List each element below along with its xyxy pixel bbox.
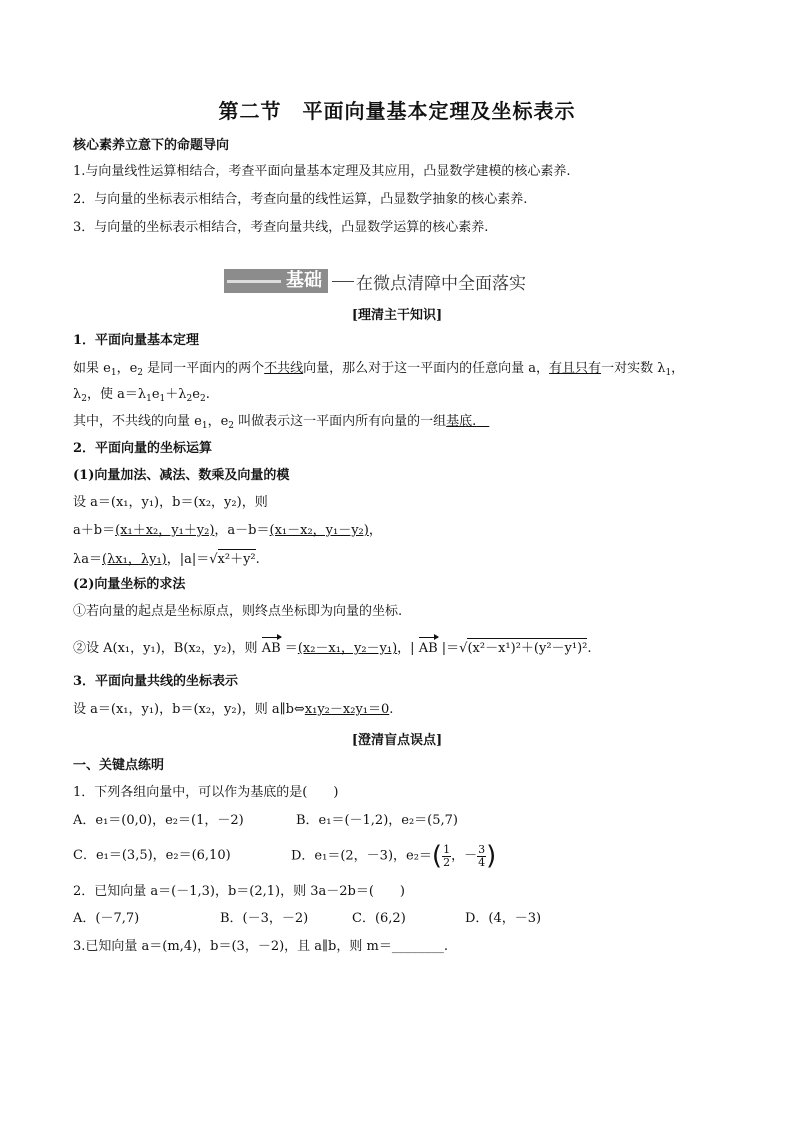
core-item-1: 1.与向量线性运算相结合，考查平面向量基本定理及其应用，凸显数学建模的核心素养. [73,164,571,179]
q1-option-b: B．e₁＝(－1,2)，e₂＝(5,7) [296,813,458,828]
q1-option-d: D．e₁＝(2，－3)，e₂＝( $\frac{1}{2}$ ，－ $\frac{3}{4}$ ) [291,841,497,871]
k1-line-1: 如果 $e_1$，$e_2$ 是同一平面内的两个不共线向量，那么对于这一平面内的任意向量 a，有且只有一对实数 $\lambda_1$， [73,361,685,378]
k2-mul-mod: λa＝(λx₁，λy₁)，|a|＝√x²＋y². [73,549,260,569]
k2-set: 设 a＝(x₁，y₁)，b＝(x₂，y₂)，则 [73,495,268,510]
k1-line-3: 其中，不共线的向量 $e_1$，$e_2$ 叫做表示这一平面内所有向量的一组基底. [73,414,477,431]
q3-stem: 3.已知向量 a＝(m,4)，b＝(3，－2)，且 a∥b，则 m＝________. [73,939,448,954]
q1-option-a: A．e₁＝(0,0)，e₂＝(1，－2) [73,813,244,828]
q2-option-b: B．(－3，－2) [220,911,309,926]
section-banner [224,267,526,295]
q2-option-a: A．(－7,7) [73,911,140,926]
q1-stem: 1．下列各组向量中，可以作为基底的是( ) [73,785,339,800]
k2-add-sub: a＋b＝(x₁＋x₂，y₁＋y₂)，a－b＝(x₁－x₂，y₁－y₂)， [73,523,382,538]
k2-sub2: (2)向量坐标的求法 [73,577,186,592]
k2-sub1: (1)向量加法、减法、数乘及向量的模 [73,468,290,483]
k1-heading: 1．平面向量基本定理 [73,333,200,348]
section-heading-pitfalls: [澄清盲点误点] [351,733,443,748]
k2-c2: ②设 A(x₁，y₁)，B(x₂，y₂)，则 AB ＝(x₂－x₁，y₂－y₁)，| AB |＝√(x²－x¹)²＋(y²－y¹)². [73,638,592,658]
section-heading-knowledge: [理清主干知识] [351,308,443,323]
q1-option-c: C．e₁＝(3,5)，e₂＝(6,10) [73,848,231,863]
page-title: 第二节 平面向量基本定理及坐标表示 [218,99,576,123]
k3-line: 设 a＝(x₁，y₁)，b＝(x₂，y₂)，则 a∥b⇔x₁y₂－x₂y₁＝0. [73,702,394,717]
core-item-2: 2．与向量的坐标表示相结合，考查向量的线性运算，凸显数学抽象的核心素养. [73,192,528,207]
q3-answer-blank[interactable]: ________ [391,939,444,954]
banner-label: 基础 [284,269,328,293]
banner-text: 在微点清障中全面落实 [356,273,526,294]
k2-heading: 2．平面向量的坐标运算 [73,441,213,456]
core-item-3: 3．与向量的坐标表示相结合，考查向量共线，凸显数学运算的核心素养. [73,220,489,235]
k3-heading: 3．平面向量共线的坐标表示 [73,674,239,689]
q2-option-c: C．(6,2) [352,911,406,926]
k1-line-2: $\lambda_2$，使 $a=\lambda_1e_1+\lambda_2e_2$. [73,387,210,404]
banner-dash [332,281,354,282]
k2-c1: ①若向量的起点是坐标原点，则终点坐标即为向量的坐标. [73,604,403,619]
banner-decor [224,269,284,293]
core-heading: 核心素养立意下的命题导向 [73,138,230,153]
q2-stem: 2．已知向量 a＝(－1,3)，b＝(2,1)，则 3a－2b＝( ) [73,884,406,899]
practice-heading: 一、关键点练明 [73,758,165,773]
q2-option-d: D．(4，－3) [465,911,542,926]
